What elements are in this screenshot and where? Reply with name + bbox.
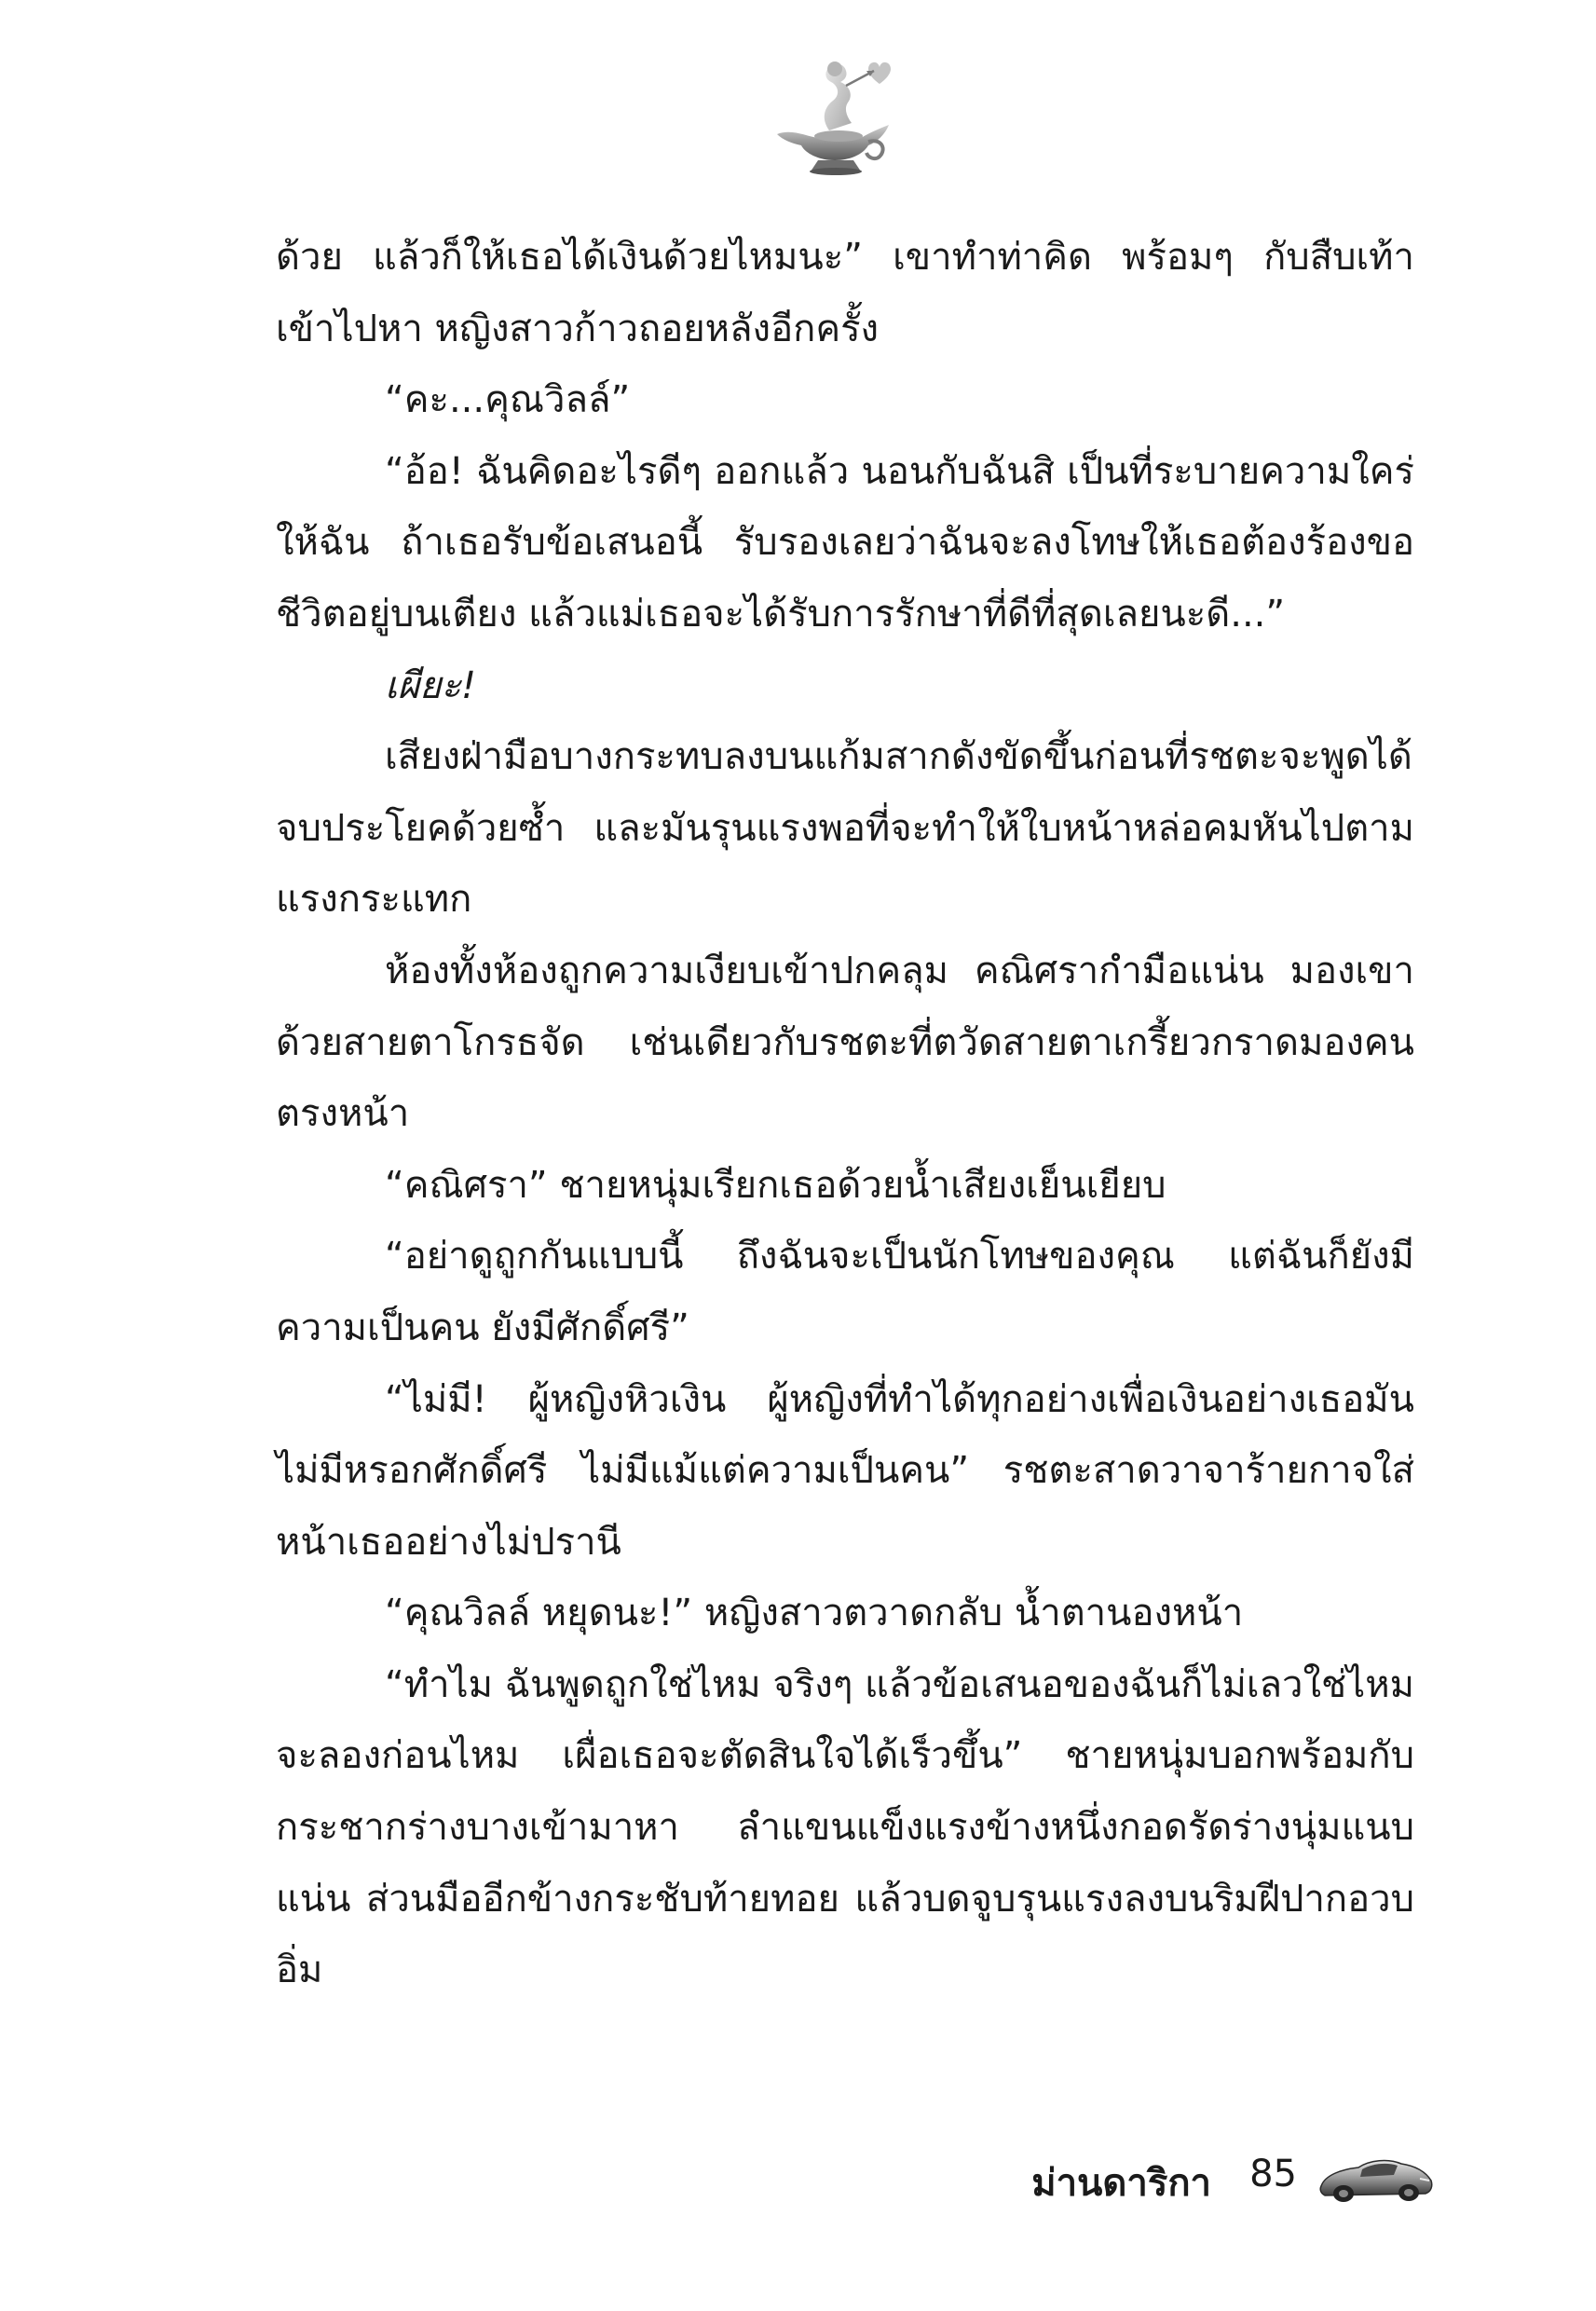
paragraph: เสียงฝ่ามือบางกระทบลงบนแก้มสากดังขัดขึ้นก่อนที่รชตะจะพูดได้จบประโยคด้วยซ้ำ และมันรุนแรงพอที่จะทำให้ใบหน้าหล่อคมหันไปตามแรงกระแทก (276, 735, 1414, 922)
paragraph: “ไม่มี! ผู้หญิงหิวเงิน ผู้หญิงที่ทำได้ทุกอย่างเพื่อเงินอย่างเธอมันไม่มีหรอกศักดิ์ศรี ไม่มีแม้แต่ความเป็นคน” รชตะสาดวาจาร้ายกาจใส่หน้าเธออย่างไม่ปรานี (276, 1377, 1414, 1564)
paragraph: “คณิศรา” ชายหนุ่มเรียกเธอด้วยน้ำเสียงเย็นเยียบ (385, 1163, 1166, 1207)
page-footer (1025, 2141, 1435, 2225)
sports-car-icon (1316, 2149, 1435, 2208)
paragraph: “ทำไม ฉันพูดถูกใช่ไหม จริงๆ แล้วข้อเสนอของฉันก็ไม่เลวใช่ไหม จะลองก่อนไหม เผื่อเธอจะตัดสินใจได้เร็วขึ้น” ชายหนุ่มบอกพร้อมกับกระชากร่างบางเข้ามาหา ลำแขนแข็งแรงข้างหนึ่งกอดรัดร่างนุ่มแนบแน่น ส่วนมืออีกข้างกระชับท้ายทอย แล้วบดจูบรุนแรงลงบนริมฝีปากอวบอิ่ม (276, 1662, 1414, 1992)
paragraph: “อ้อ! ฉันคิดอะไรดีๆ ออกแล้ว นอนกับฉันสิ เป็นที่ระบายความใคร่ให้ฉัน ถ้าเธอรับข้อเสนอนี้ รับรองเลยว่าฉันจะลงโทษให้เธอต้องร้องขอชีวิตอยู่บนเตียง แล้วแม่เธอจะได้รับการรักษาที่ดีที่สุดเลยนะดี...” (276, 449, 1414, 636)
book-title: ม่านดาริกา (1031, 2162, 1211, 2205)
paragraph: เผียะ! (385, 663, 477, 707)
paragraph: ด้วย แล้วก็ให้เธอได้เงินด้วยไหมนะ” เขาทำท่าคิด พร้อมๆ กับสืบเท้าเข้าไปหา หญิงสาวก้าวถอยหลังอีกครั้ง (276, 236, 1414, 350)
body-text (276, 222, 1414, 2006)
page-number: 85 (1249, 2153, 1297, 2195)
paragraph: “คุณวิลล์ หยุดนะ!” หญิงสาวตวาดกลับ น้ำตานองหน้า (385, 1592, 1244, 1635)
paragraph: “คะ...คุณวิลล์” (385, 378, 631, 422)
paragraph: “อย่าดูถูกกันแบบนี้ ถึงฉันจะเป็นนักโทษของคุณ แต่ฉันก็ยังมีความเป็นคน ยังมีศักดิ์ศรี” (276, 1235, 1414, 1349)
paragraph: ห้องทั้งห้องถูกความเงียบเข้าปกคลุม คณิศรากำมือแน่น มองเขาด้วยสายตาโกรธจัด เช่นเดียวกับรชตะที่ตวัดสายตาเกรี้ยวกราดมองคนตรงหน้า (276, 949, 1414, 1136)
genie-lamp-ornament-icon (764, 48, 904, 179)
